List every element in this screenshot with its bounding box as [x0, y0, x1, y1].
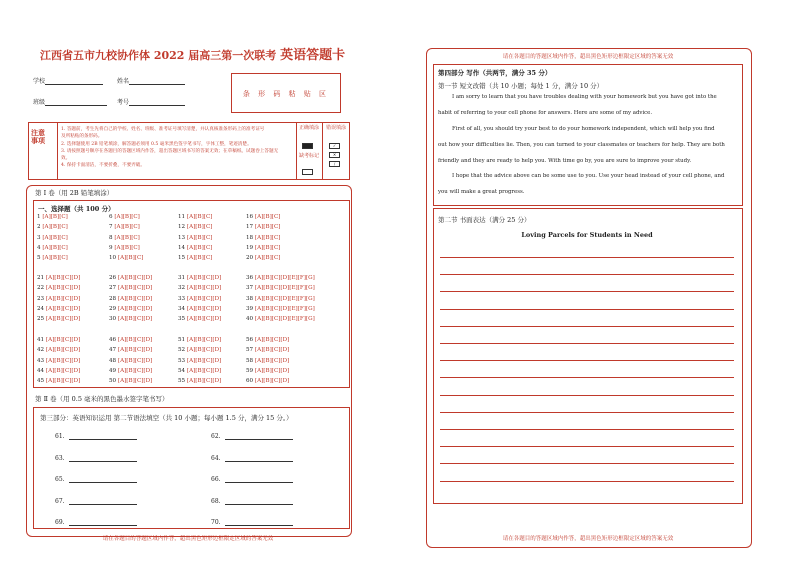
grammar-answer-line[interactable]: 64. — [211, 454, 293, 462]
mc-question[interactable]: 44 [A][B][C][D] — [37, 367, 81, 374]
essay-box — [433, 208, 743, 504]
mc-question[interactable]: 16 [A][B][C] — [246, 214, 281, 220]
sheet-subtitle: 英语答题卡 — [280, 48, 346, 63]
mc-question[interactable]: 29 [A][B][C][D] — [109, 305, 153, 312]
para3-line2: you will make a great progress. — [438, 189, 525, 195]
proofreading-title: 第一节 短文改错（共 10 小题；每处 1 分，满分 10 分） — [438, 82, 604, 90]
mc-question[interactable]: 23 [A][B][C][D] — [37, 295, 81, 302]
mc-question[interactable]: 39 [A][B][C][D][E][F][G] — [246, 305, 315, 312]
mc-question[interactable]: 58 [A][B][C][D] — [246, 357, 290, 364]
part1-header: 第 Ⅰ 卷（用 2B 铅笔填涂） — [35, 189, 114, 197]
writing-line[interactable] — [440, 446, 734, 447]
exam-no-field[interactable]: 考号 — [117, 97, 185, 106]
mc-question[interactable]: 60 [A][B][C][D] — [246, 378, 290, 385]
mc-question[interactable]: 37 [A][B][C][D][E][F][G] — [246, 285, 315, 292]
mc-question[interactable]: 50 [A][B][C][D] — [109, 378, 153, 385]
grammar-answer-line[interactable]: 66. — [211, 475, 293, 483]
mc-question[interactable]: 57 [A][B][C][D] — [246, 347, 290, 354]
sheet-title — [40, 44, 345, 63]
mc-question[interactable]: 38 [A][B][C][D][E][F][G] — [246, 295, 315, 302]
correct-fill-label: 正确填涂 — [298, 125, 319, 131]
mc-question[interactable]: 43 [A][B][C][D] — [37, 357, 81, 364]
essay-title: Loving Parcels for Students in Need — [521, 231, 653, 239]
grammar-fill-box — [33, 407, 350, 529]
mc-question[interactable]: 17 [A][B][C] — [246, 224, 281, 231]
mc-question[interactable]: 52 [A][B][C][D] — [178, 347, 222, 354]
mc-question[interactable]: 55 [A][B][C][D] — [178, 378, 222, 385]
mc-question[interactable]: 13 [A][B][C] — [178, 234, 213, 241]
grammar-answer-line[interactable]: 65. — [55, 475, 137, 483]
grammar-answer-line[interactable]: 70. — [211, 518, 293, 526]
correct-fill-mark — [302, 143, 313, 149]
wrong-mark-check: ✓ — [329, 143, 340, 149]
part4-title: 第四部分 写作（共两节，满分 35 分） — [438, 69, 552, 77]
barcode-area — [231, 73, 341, 113]
mc-question[interactable]: 15 [A][B][C] — [178, 255, 213, 262]
mc-question[interactable]: 27 [A][B][C][D] — [109, 285, 153, 292]
writing-line[interactable] — [440, 274, 734, 275]
para2-line2: out how your difficulties lie. Then, you can turned to your classmates or teachers for help. They are both — [438, 142, 725, 148]
grammar-answer-line[interactable]: 61. — [55, 432, 137, 440]
writing-line[interactable] — [440, 463, 734, 464]
para1-line2: habit of referring to your cell phone for answers. Here are some of my advice. — [438, 110, 653, 116]
mc-question[interactable]: 51 [A][B][C][D] — [178, 337, 222, 343]
grammar-answer-line[interactable]: 63. — [55, 454, 137, 462]
mc-question[interactable]: 53 [A][B][C][D] — [178, 357, 222, 364]
grammar-section-title: 第三部分：英语知识运用 第二节语法填空（共 10 小题；每小题 1.5 分，满分 15 分。） — [40, 414, 293, 422]
exam-title: 江西省五市九校协作体 2022 届高三第一次联考 — [40, 49, 277, 62]
mc-question[interactable]: 12 [A][B][C] — [178, 224, 213, 231]
mc-question[interactable]: 20 [A][B][C] — [246, 255, 281, 262]
grammar-answer-line[interactable]: 67. — [55, 497, 137, 505]
mc-question[interactable]: 42 [A][B][C][D] — [37, 347, 81, 354]
mc-question[interactable]: 5 [A][B][C] — [37, 255, 68, 262]
writing-line[interactable] — [440, 429, 734, 430]
mc-question[interactable]: 45 [A][B][C][D] — [37, 378, 81, 385]
mc-question[interactable]: 36 [A][B][C][D][E][F][G] — [246, 275, 315, 281]
para3-line1: I hope that the advice above can be some use to you. Use your head instead of your cell phone, and — [452, 173, 725, 179]
para2-line1: First of all, you should try your best to do your homework independent, which will help you find — [452, 126, 715, 132]
school-field[interactable]: 学校 — [33, 76, 103, 85]
mc-question[interactable]: 21 [A][B][C][D] — [37, 275, 81, 281]
writing-line[interactable] — [440, 343, 734, 344]
mc-question[interactable]: 49 [A][B][C][D] — [109, 367, 153, 374]
mc-question[interactable]: 26 [A][B][C][D] — [109, 275, 153, 281]
mc-question[interactable]: 28 [A][B][C][D] — [109, 295, 153, 302]
mc-question[interactable]: 40 [A][B][C][D][E][F][G] — [246, 316, 315, 323]
writing-line[interactable] — [440, 360, 734, 361]
notice-box — [28, 122, 350, 180]
writing-line[interactable] — [440, 291, 734, 292]
mc-question[interactable]: 4 [A][B][C] — [37, 244, 68, 251]
mc-question[interactable]: 22 [A][B][C][D] — [37, 285, 81, 292]
absent-label: 缺考标记 — [298, 153, 319, 159]
mc-question[interactable]: 25 [A][B][C][D] — [37, 316, 81, 323]
name-field[interactable]: 姓名 — [117, 76, 185, 85]
mc-question[interactable]: 54 [A][B][C][D] — [178, 367, 222, 374]
wrong-mark-slash: / — [329, 161, 340, 167]
writing-line[interactable] — [440, 257, 734, 258]
part2-header: 第 Ⅱ 卷（用 0.5 毫米的黑色墨水签字笔书写） — [35, 395, 169, 403]
mc-question[interactable]: 10 [A][B][C] — [109, 255, 144, 262]
mc-question[interactable]: 11 [A][B][C] — [178, 214, 213, 220]
mc-question[interactable]: 32 [A][B][C][D] — [178, 285, 222, 292]
notice-label: 注意事项 — [31, 128, 45, 145]
left-footer-notice: 请在各题目的答题区域内作答，超出黑色矩形边框限定区域的答案无效 — [102, 536, 274, 542]
writing-line[interactable] — [440, 309, 734, 310]
notice-text: 1. 答题前，考生先将自己的学校、姓名、班级、准考证号填写清楚，并认真核准条形码上的准考证号 及所粘贴的条形码。 2. 选择题使用 2B 铅笔填涂，解答题必须用 0.5 毫米黑色签字笔书写，字体工整，笔迹清楚。 3. 请按照题号顺序在各题目的答题区域内作答，超出答题区域书写的答案无效；在草稿纸、试题卷上答题无效。 4. 保持卡面清洁，不要折叠，不要弄破。 — [61, 127, 279, 169]
mc-question[interactable]: 14 [A][B][C] — [178, 244, 213, 251]
mc-question[interactable]: 34 [A][B][C][D] — [178, 305, 222, 312]
mc-question[interactable]: 9 [A][B][C] — [109, 244, 140, 251]
mc-question[interactable]: 30 [A][B][C][D] — [109, 316, 153, 323]
mc-question[interactable]: 46 [A][B][C][D] — [109, 337, 153, 343]
mc-question[interactable]: 31 [A][B][C][D] — [178, 275, 222, 281]
mc-question[interactable]: 3 [A][B][C] — [37, 234, 68, 241]
para2-line3: friendly and they are ready to help you. With time go by, you are sure to improve your study. — [438, 158, 692, 164]
writing-line[interactable] — [440, 377, 734, 378]
mc-section-title: 一、选择题（共 100 分） — [38, 205, 115, 213]
mc-question[interactable]: 19 [A][B][C] — [246, 244, 281, 251]
writing-line[interactable] — [440, 481, 734, 482]
mc-question[interactable]: 2 [A][B][C] — [37, 224, 68, 231]
mc-question[interactable]: 48 [A][B][C][D] — [109, 357, 153, 364]
mc-question[interactable]: 35 [A][B][C][D] — [178, 316, 222, 323]
writing-line[interactable] — [440, 395, 734, 396]
grammar-answer-line[interactable]: 68. — [211, 497, 293, 505]
mc-question[interactable]: 18 [A][B][C] — [246, 234, 281, 241]
essay-section-title: 第二节 书面表达（满分 25 分） — [438, 216, 531, 224]
wrong-mark-cross: ✕ — [329, 152, 340, 158]
mc-question[interactable]: 41 [A][B][C][D] — [37, 337, 81, 343]
mc-question[interactable]: 6 [A][B][C] — [109, 214, 140, 220]
grammar-answer-line[interactable]: 69. — [55, 518, 137, 526]
absent-mark[interactable] — [302, 169, 313, 175]
mc-question[interactable]: 59 [A][B][C][D] — [246, 367, 290, 374]
mc-question[interactable]: 7 [A][B][C] — [109, 224, 140, 231]
right-top-notice: 请在各题目的答题区域内作答，超出黑色矩形边框限定区域的答案无效 — [502, 54, 674, 60]
mc-question[interactable]: 33 [A][B][C][D] — [178, 295, 222, 302]
mc-question[interactable]: 56 [A][B][C][D] — [246, 337, 290, 343]
mc-question[interactable]: 1 [A][B][C] — [37, 214, 68, 220]
mc-question[interactable]: 47 [A][B][C][D] — [109, 347, 153, 354]
para1-line1: I am sorry to learn that you have troubles dealing with your homework but you have got into the — [452, 94, 717, 100]
class-field[interactable]: 班级 — [33, 97, 107, 106]
writing-line[interactable] — [440, 412, 734, 413]
right-bottom-notice: 请在各题目的答题区域内作答，超出黑色矩形边框限定区域的答案无效 — [502, 536, 674, 542]
barcode-label: 条 形 码 粘 贴 区 — [242, 90, 330, 98]
mc-question[interactable]: 24 [A][B][C][D] — [37, 305, 81, 312]
wrong-fill-label: 错误填涂 — [325, 125, 346, 131]
grammar-answer-line[interactable]: 62. — [211, 432, 293, 440]
writing-line[interactable] — [440, 326, 734, 327]
mc-question[interactable]: 8 [A][B][C] — [109, 234, 140, 241]
